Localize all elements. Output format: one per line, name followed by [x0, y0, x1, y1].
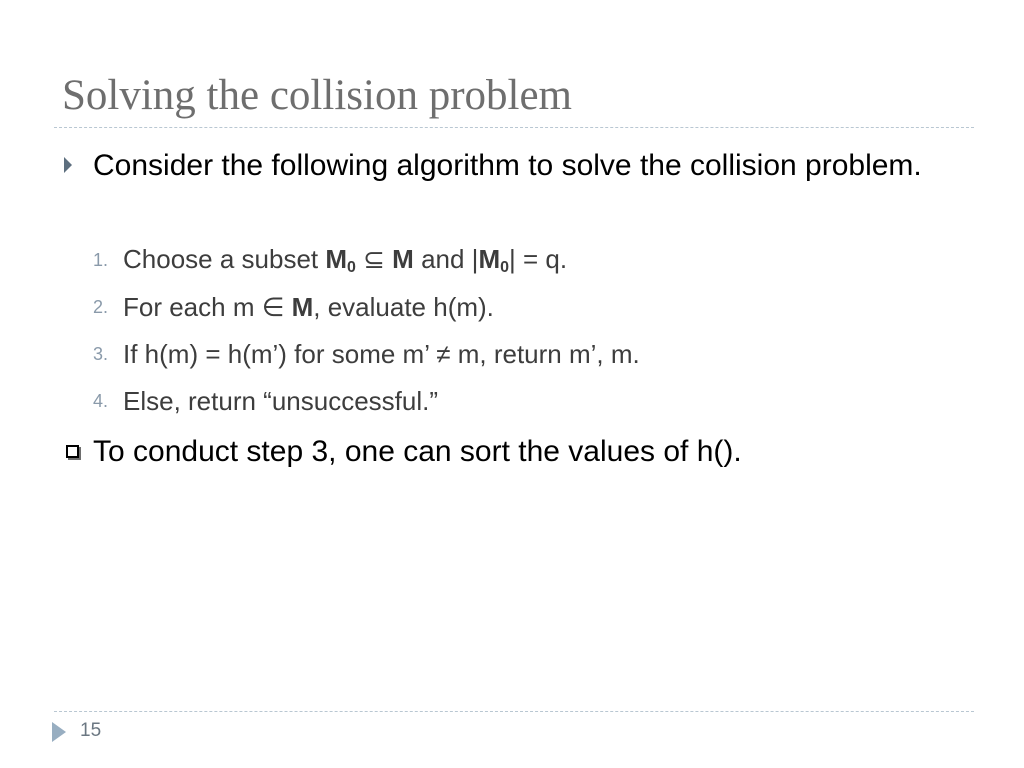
step-text: Else, return “unsuccessful.” [123, 386, 439, 416]
set-m-symbol: $M_0$ [325, 244, 356, 276]
set-m-symbol: M [392, 244, 414, 274]
step-3 [93, 331, 953, 378]
checkbox-square-icon [66, 445, 79, 458]
step-text-part: , evaluate h(m). [313, 292, 494, 322]
title-divider [54, 127, 974, 128]
set-m-symbol: M [291, 292, 314, 322]
step-number: 4. [93, 391, 109, 411]
slide-number: 15 [80, 720, 102, 741]
step-text: If h(m) = h(m’) for some m’ ≠ m, return m’, m. [123, 339, 640, 369]
triangle-right-icon [52, 722, 66, 742]
step-text [123, 244, 567, 277]
step-4 [93, 378, 953, 425]
slide-title: Solving the collision problem [62, 72, 572, 119]
step-text-part: Choose a subset [123, 244, 326, 274]
right-arrow-icon [64, 157, 72, 173]
step-text-part: | = q. [509, 244, 568, 274]
main-bullet-text: Consider the following algorithm to solve the collision problem. [93, 149, 922, 182]
step-text [123, 292, 494, 323]
subset-operator: ⊆ [355, 244, 393, 274]
step-2 [93, 284, 953, 331]
step-text-part: For each m ∈ [123, 292, 292, 322]
second-bullet-text: To conduct step 3, one can sort the values of h(). [93, 435, 742, 468]
step-number: 2. [93, 297, 109, 317]
step-1 [93, 237, 953, 284]
algorithm-steps [93, 237, 953, 425]
step-number: 1. [93, 250, 109, 270]
step-text-part: and | [413, 244, 479, 274]
footer-divider [54, 711, 974, 712]
set-m-symbol: $M_0$ [478, 244, 510, 276]
step-number: 3. [93, 344, 109, 364]
